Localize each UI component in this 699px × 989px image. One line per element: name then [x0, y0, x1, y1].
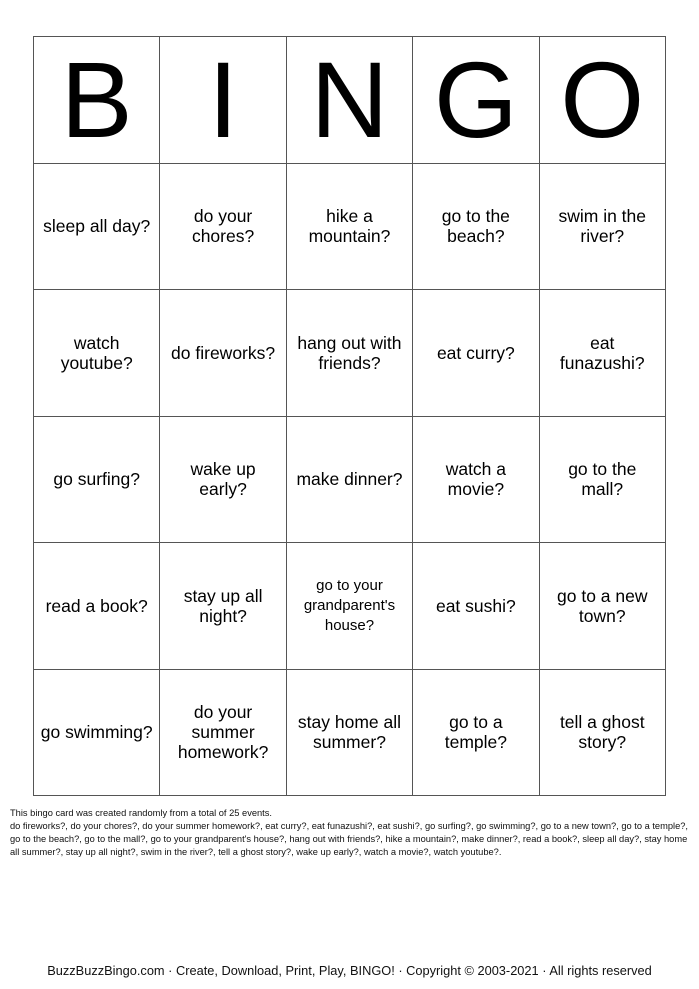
bingo-cell: go to the beach? [413, 163, 539, 290]
bingo-cell: sleep all day? [34, 163, 160, 290]
bingo-cell: eat sushi? [413, 543, 539, 670]
bingo-cell: read a book? [34, 543, 160, 670]
bingo-cell: tell a ghost story? [539, 669, 665, 796]
bingo-cell: stay up all night? [160, 543, 286, 670]
footer-copyright: BuzzBuzzBingo.com · Create, Download, Print, Play, BINGO! · Copyright © 2003-2021 · All rights reserved [47, 963, 652, 978]
bingo-cell: watch youtube? [34, 290, 160, 417]
bingo-card [33, 36, 666, 796]
bingo-cell: watch a movie? [413, 416, 539, 543]
bingo-row [34, 543, 666, 670]
bingo-cell: do your chores? [160, 163, 286, 290]
bingo-cell: swim in the river? [539, 163, 665, 290]
bingo-cell: go to your grandparent's house? [286, 543, 412, 670]
bingo-cell: go swimming? [34, 669, 160, 796]
bingo-cell: stay home all summer? [286, 669, 412, 796]
header-letter: I [160, 37, 286, 164]
bingo-row [34, 290, 666, 417]
bingo-cell: hang out with friends? [286, 290, 412, 417]
info-summary: This bingo card was created randomly from a total of 25 events. [10, 808, 272, 818]
bingo-row [34, 416, 666, 543]
header-letter: G [413, 37, 539, 164]
bingo-cell: do your summer homework? [160, 669, 286, 796]
bingo-cell: eat curry? [413, 290, 539, 417]
bingo-row [34, 163, 666, 290]
bingo-cell: wake up early? [160, 416, 286, 543]
bingo-cell: go to a new town? [539, 543, 665, 670]
bingo-cell: eat funazushi? [539, 290, 665, 417]
header-letter: B [34, 37, 160, 164]
bingo-cell: do fireworks? [160, 290, 286, 417]
bingo-cell: hike a mountain? [286, 163, 412, 290]
card-info [10, 807, 695, 859]
header-row [34, 37, 666, 164]
header-letter: O [539, 37, 665, 164]
bingo-cell: go surfing? [34, 416, 160, 543]
bingo-cell: go to the mall? [539, 416, 665, 543]
bingo-row [34, 669, 666, 796]
event-list: do fireworks?, do your chores?, do your summer homework?, eat curry?, eat funazushi?, eat sushi?, go surfing?, go swimming?, go to a new town?, go to a temple?, go to the beach?, go to the mall?, go to your grandparent's house?, hang out with friends?, hike a mountain?, make dinner?, read a book?, sleep all day?, stay home all summer?, stay up all night?, swim in the river?, tell a ghost story?, wake up early?, watch a movie?, watch youtube?. [10, 821, 688, 857]
bingo-cell: make dinner? [286, 416, 412, 543]
header-letter: N [286, 37, 412, 164]
bingo-cell: go to a temple? [413, 669, 539, 796]
